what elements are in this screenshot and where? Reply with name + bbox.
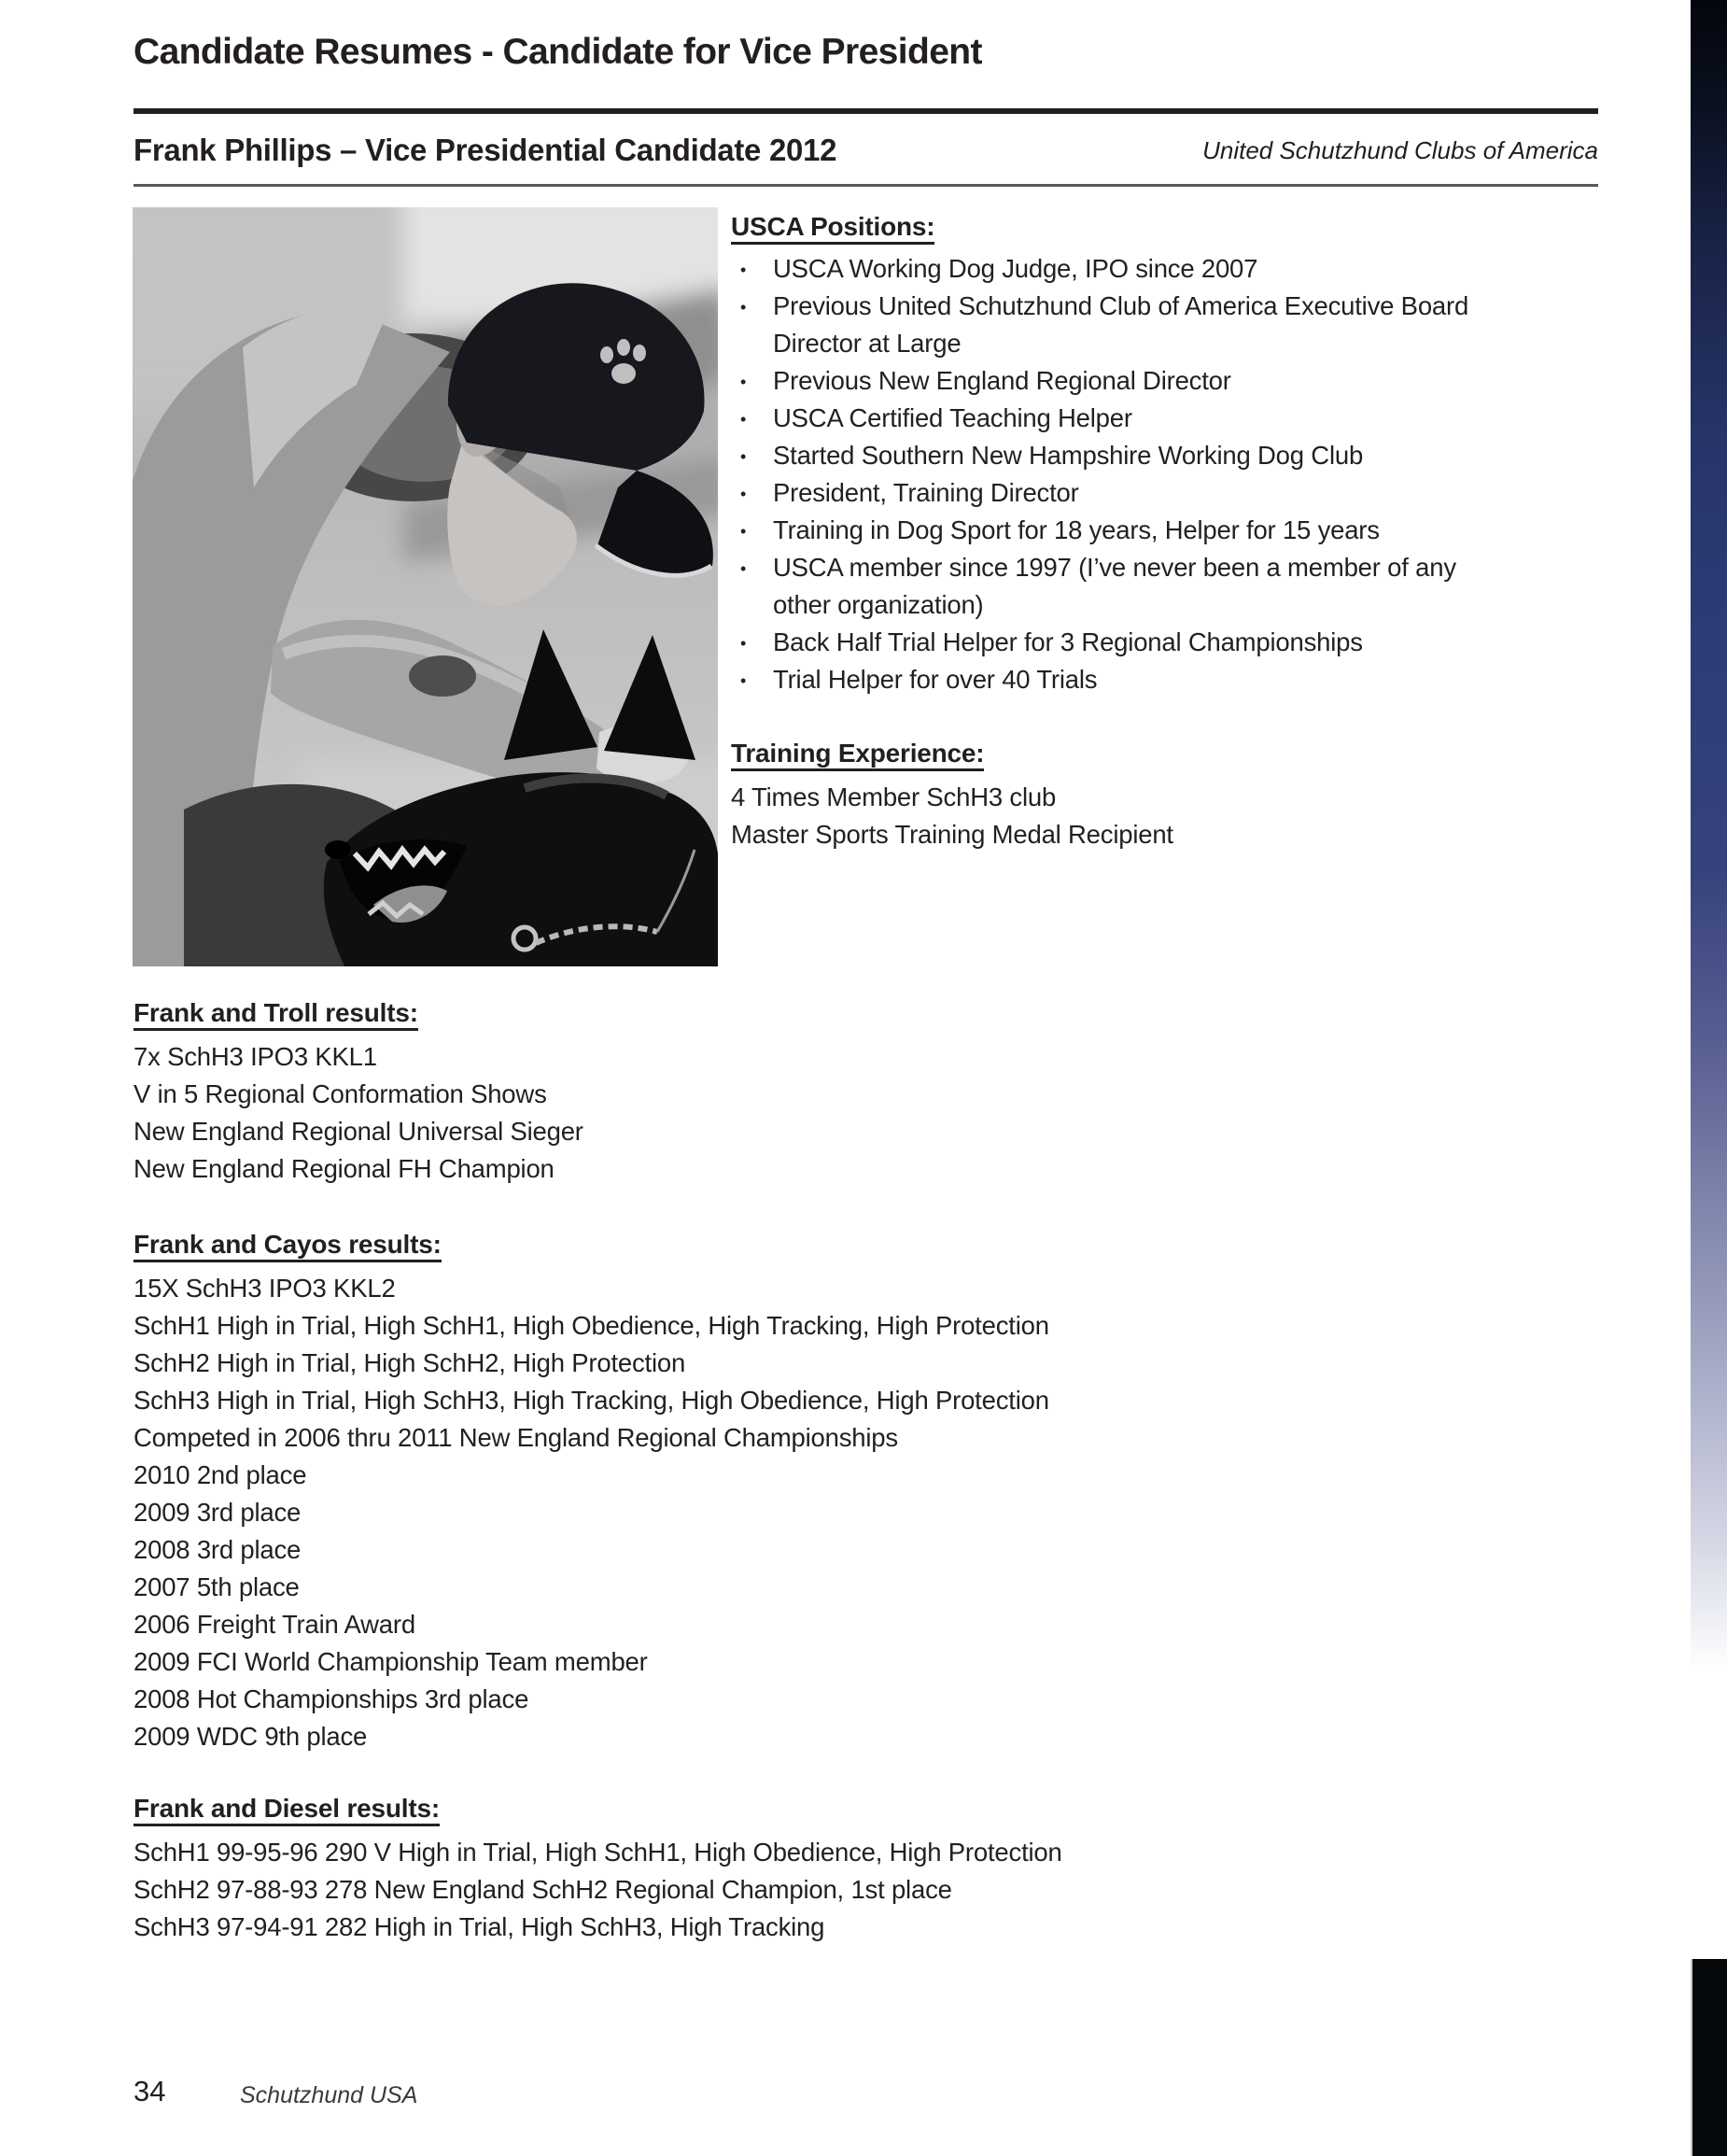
candidate-name-heading: Frank Phillips – Vice Presidential Candidate 2012 <box>133 133 837 167</box>
bullet-icon: • <box>740 373 747 391</box>
result-line: 2008 Hot Championships 3rd place <box>133 1684 529 1713</box>
list-item-text: Training in Dog Sport for 18 years, Helper for 15 years <box>773 515 1380 544</box>
bullet-icon: • <box>740 634 747 653</box>
cayos-results-section <box>133 1227 1496 1755</box>
candidate-photo <box>133 207 718 966</box>
bullet-icon: • <box>740 410 747 429</box>
section-heading-troll-results: Frank and Troll results: <box>133 995 1496 1031</box>
training-line: 4 Times Member SchH3 club <box>731 782 1057 811</box>
bullet-icon: • <box>740 447 747 466</box>
training-experience-section <box>731 736 1492 853</box>
list-item <box>731 437 1482 474</box>
result-line: SchH1 99-95-96 290 V High in Trial, High SchH1, High Obedience, High Protection <box>133 1838 1062 1867</box>
list-item <box>731 661 1482 698</box>
bullet-icon: • <box>740 485 747 503</box>
list-item-text: Previous New England Regional Director <box>773 366 1231 395</box>
result-line: 15X SchH3 IPO3 KKL2 <box>133 1274 396 1303</box>
section-heading-diesel-results: Frank and Diesel results: <box>133 1791 1496 1826</box>
result-line: SchH3 High in Trial, High SchH3, High Tracking, High Obedience, High Protection <box>133 1386 1049 1415</box>
list-item-text: Started Southern New Hampshire Working Dog Club <box>773 441 1364 470</box>
result-line: New England Regional Universal Sieger <box>133 1117 583 1146</box>
result-line: Competed in 2006 thru 2011 New England Regional Championships <box>133 1423 898 1452</box>
usca-positions-list <box>731 250 1482 698</box>
list-item-text: Back Half Trial Helper for 3 Regional Championships <box>773 627 1363 656</box>
result-line: 2009 WDC 9th place <box>133 1722 368 1751</box>
list-item-text: Trial Helper for over 40 Trials <box>773 665 1098 694</box>
list-item <box>731 624 1482 661</box>
result-line: SchH1 High in Trial, High SchH1, High Obedience, High Tracking, High Protection <box>133 1311 1049 1340</box>
candidate-header-row <box>133 133 1598 168</box>
usca-positions-section <box>731 209 1492 853</box>
list-item <box>731 549 1482 624</box>
result-line: V in 5 Regional Conformation Shows <box>133 1079 547 1108</box>
list-item-text: USCA Certified Teaching Helper <box>773 403 1132 432</box>
candidate-photo-illustration <box>133 207 718 966</box>
bullet-icon: • <box>740 298 747 317</box>
organization-name: United Schutzhund Clubs of America <box>1202 136 1598 164</box>
result-line: SchH2 High in Trial, High SchH2, High Protection <box>133 1348 686 1377</box>
list-item <box>731 288 1482 362</box>
section-heading-training-experience: Training Experience: <box>731 736 1492 771</box>
result-line: 2008 3rd place <box>133 1535 302 1564</box>
bullet-icon: • <box>740 671 747 690</box>
result-line: 2007 5th place <box>133 1572 300 1601</box>
list-item-text: USCA member since 1997 (I’ve never been a member of any other organization) <box>773 553 1456 619</box>
bullet-icon: • <box>740 261 747 279</box>
results-column <box>133 995 1496 1985</box>
page-number: 34 <box>133 2075 166 2107</box>
list-item-text: Previous United Schutzhund Club of America Executive Board Director at Large <box>773 291 1469 358</box>
page-edge-bottom-bar <box>1691 1959 1727 2156</box>
page-edge-gradient <box>1691 0 1727 1671</box>
result-line: SchH3 97-94-91 282 High in Trial, High SchH3, High Tracking <box>133 1912 825 1941</box>
result-line: New England Regional FH Champion <box>133 1154 555 1183</box>
list-item <box>731 362 1482 400</box>
result-line: SchH2 97-88-93 278 New England SchH2 Regional Champion, 1st place <box>133 1875 952 1904</box>
training-line: Master Sports Training Medal Recipient <box>731 820 1173 849</box>
result-line: 7x SchH3 IPO3 KKL1 <box>133 1042 377 1071</box>
list-item <box>731 474 1482 512</box>
page-title: Candidate Resumes - Candidate for Vice President <box>133 32 982 72</box>
bullet-icon: • <box>740 522 747 541</box>
bullet-icon: • <box>740 559 747 578</box>
result-line: 2006 Freight Train Award <box>133 1610 415 1639</box>
list-item <box>731 250 1482 288</box>
list-item-text: USCA Working Dog Judge, IPO since 2007 <box>773 254 1258 283</box>
diesel-results-section <box>133 1791 1496 1946</box>
header-divider <box>133 108 1598 114</box>
troll-results-section <box>133 995 1496 1188</box>
list-item <box>731 400 1482 437</box>
result-line: 2009 3rd place <box>133 1498 302 1527</box>
section-heading-cayos-results: Frank and Cayos results: <box>133 1227 1496 1262</box>
list-item <box>731 512 1482 549</box>
result-line: 2010 2nd place <box>133 1460 307 1489</box>
list-item-text: President, Training Director <box>773 478 1079 507</box>
subheader-divider <box>133 184 1598 187</box>
section-heading-usca-positions: USCA Positions: <box>731 209 1492 245</box>
result-line: 2009 FCI World Championship Team member <box>133 1647 648 1676</box>
magazine-title: Schutzhund USA <box>240 2082 418 2108</box>
